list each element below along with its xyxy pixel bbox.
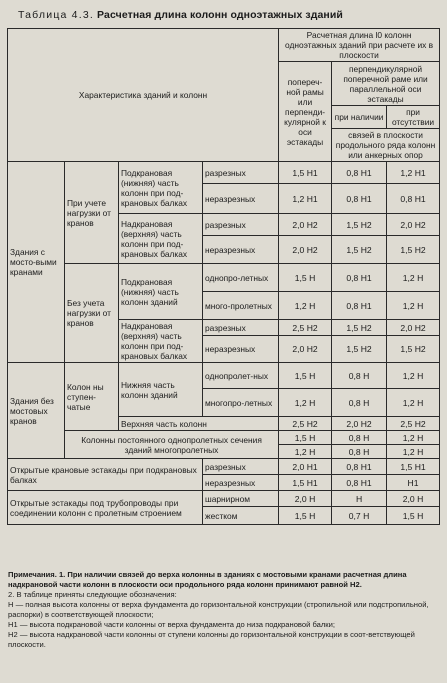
note-5: H2 — высота надкрановой части колонны от ступени колонны до горизонтальной конструкции в соот-ветствующей плоскости. [8,630,415,649]
value-cell: 0,8 H1 [332,264,387,292]
row-split: разрезных [203,162,279,184]
value-cell: 1,2 H [279,445,332,459]
header-perpendicular: перпендикулярной поперечной раме или параллельной оси эстакады [332,62,440,106]
value-cell: 2,0 H2 [387,320,440,336]
value-cell: 0,8 H1 [332,184,387,214]
value-cell: 2,0 H [279,491,332,507]
header-without: при отсутствии [387,106,440,129]
row-one-span: однопролет-ных [203,363,279,389]
value-cell: 1,2 H [387,264,440,292]
table-row [8,363,440,389]
row-one-span: однопро-летных [203,264,279,292]
row-over-crane-2: Надкрановая (верхняя) часть колонн при под-крановых балках [119,320,203,363]
value-cell: 1,2 H [387,389,440,417]
value-cell: 1,5 H2 [387,336,440,363]
table-row [8,491,440,507]
row-multi-span: много-пролетных [203,292,279,320]
note-3: H — полная высота колонны от верха фундамента до горизонтальной конструкции (стропильной или подстропильной, распорки) в соответствующей плоскости; [8,600,429,619]
value-cell: 2,0 H2 [279,214,332,236]
header-calc-length: Расчетная длина l0 колонн одноэтажных зданий при расчете их в плоскости [279,29,440,62]
value-cell: 0,8 H1 [387,184,440,214]
value-cell: 2,0 H1 [279,459,332,475]
row-split: разрезных [203,320,279,336]
value-cell: 1,2 H [387,363,440,389]
row-rigid: жестком [203,507,279,525]
value-cell: 1,5 H1 [279,475,332,491]
value-cell: 1,2 H [387,292,440,320]
note-1: Примечания. 1. При наличии связей до верха колонны в зданиях с мостовыми кранами расчетная длина надкрановой части колонн в плоскости оси продольного ряда колонн принимают равной H2. [8,570,407,589]
value-cell: 1,5 H2 [332,236,387,264]
header-characteristic: Характеристика зданий и колонн [8,29,279,162]
row-over-crane: Надкрановая (верхняя) часть колонн при под-крановых балках [119,214,203,264]
note-4: H1 — высота подкрановой части колонны от верха фундамента до низа подкрановой балки; [8,620,335,629]
value-cell: 0,8 H1 [332,459,387,475]
row-without-crane: Без учета нагрузки от кранов [65,264,119,363]
value-cell: 0,7 H [332,507,387,525]
note-2: 2. В таблице приняты следующие обозначения: [8,590,177,599]
row-sub-crane-2: Подкрановая (нижняя) часть колонн зданий [119,264,203,320]
row-lower-part: Нижняя часть колонн зданий [119,363,203,417]
value-cell: 0,8 H [332,431,387,445]
value-cell: 0,8 H [332,363,387,389]
value-cell: 2,0 H2 [279,336,332,363]
value-cell: 0,8 H1 [332,162,387,184]
table-title [18,8,438,22]
value-cell: 1,5 H [279,431,332,445]
value-cell: 2,0 H2 [332,417,387,431]
value-cell: 1,5 H [387,507,440,525]
table-number: Таблица 4.3. [18,9,95,21]
value-cell: 0,8 H [332,445,387,459]
header-ties: связей в плоскости продольного ряда колонн или анкерных опор [332,129,440,162]
value-cell: 1,2 H [387,431,440,445]
value-cell: 1,5 H [279,507,332,525]
value-cell: 0,8 H1 [332,292,387,320]
value-cell: 2,0 H2 [279,236,332,264]
value-cell: 2,5 H2 [387,417,440,431]
value-cell: 2,5 H2 [279,417,332,431]
row-nonsplit: неразрезных [203,184,279,214]
row-split: разрезных [203,459,279,475]
row-hinged: шарнирном [203,491,279,507]
value-cell: 0,8 H [332,389,387,417]
table-notes [8,570,438,650]
value-cell: H1 [387,475,440,491]
table-row [8,431,440,445]
row-split: разрезных [203,214,279,236]
value-cell: 1,2 H [279,292,332,320]
value-cell: 1,5 H [279,264,332,292]
table-name: Расчетная длина колонн одноэтажных зданий [97,9,343,21]
value-cell: 1,5 H2 [387,236,440,264]
value-cell: H [332,491,387,507]
row-const-section: Колонны постоянного однопролетных сечения зданий многопролетных [65,431,279,459]
table-row [8,264,440,292]
row-nonsplit: неразрезных [203,236,279,264]
value-cell: 1,5 H1 [387,459,440,475]
header-with: при наличии [332,106,387,129]
table-row [8,162,440,184]
value-cell: 2,0 H [387,491,440,507]
value-cell: 1,2 H [279,389,332,417]
value-cell: 1,2 H1 [279,184,332,214]
value-cell: 0,8 H1 [332,475,387,491]
table-row [8,459,440,475]
value-cell: 1,5 H [279,363,332,389]
value-cell: 2,0 H2 [387,214,440,236]
row-multi-span: многопро-летных [203,389,279,417]
row-with-crane: При учете нагрузки от кранов [65,162,119,264]
row-nonsplit: неразрезных [203,475,279,491]
row-group-no-crane: Здания без мостовых кранов [8,363,65,459]
value-cell: 1,2 H1 [387,162,440,184]
value-cell: 1,5 H2 [332,320,387,336]
row-upper-part: Верхняя часть колонн [119,417,279,431]
row-open-pipe: Открытые эстакады под трубопроводы при соединении колонн с пролетным строением [8,491,203,525]
value-cell: 1,5 H2 [332,336,387,363]
row-open-crane: Открытые крановые эстакады при подкрановых балках [8,459,203,491]
row-sub-crane: Подкрановая (нижняя) часть колонн при под-крановых балках [119,162,203,214]
value-cell: 1,5 H2 [332,214,387,236]
row-stepped: Колон ны ступен-чатые [65,363,119,431]
design-length-table [7,28,440,525]
value-cell: 2,5 H2 [279,320,332,336]
row-group-bridge: Здания с мосто-выми кранами [8,162,65,363]
header-transverse: попереч-ной рамы или перпенди-кулярной к оси эстакады [279,62,332,162]
row-nonsplit: неразрезных [203,336,279,363]
value-cell: 1,5 H1 [279,162,332,184]
value-cell: 1,2 H [387,445,440,459]
